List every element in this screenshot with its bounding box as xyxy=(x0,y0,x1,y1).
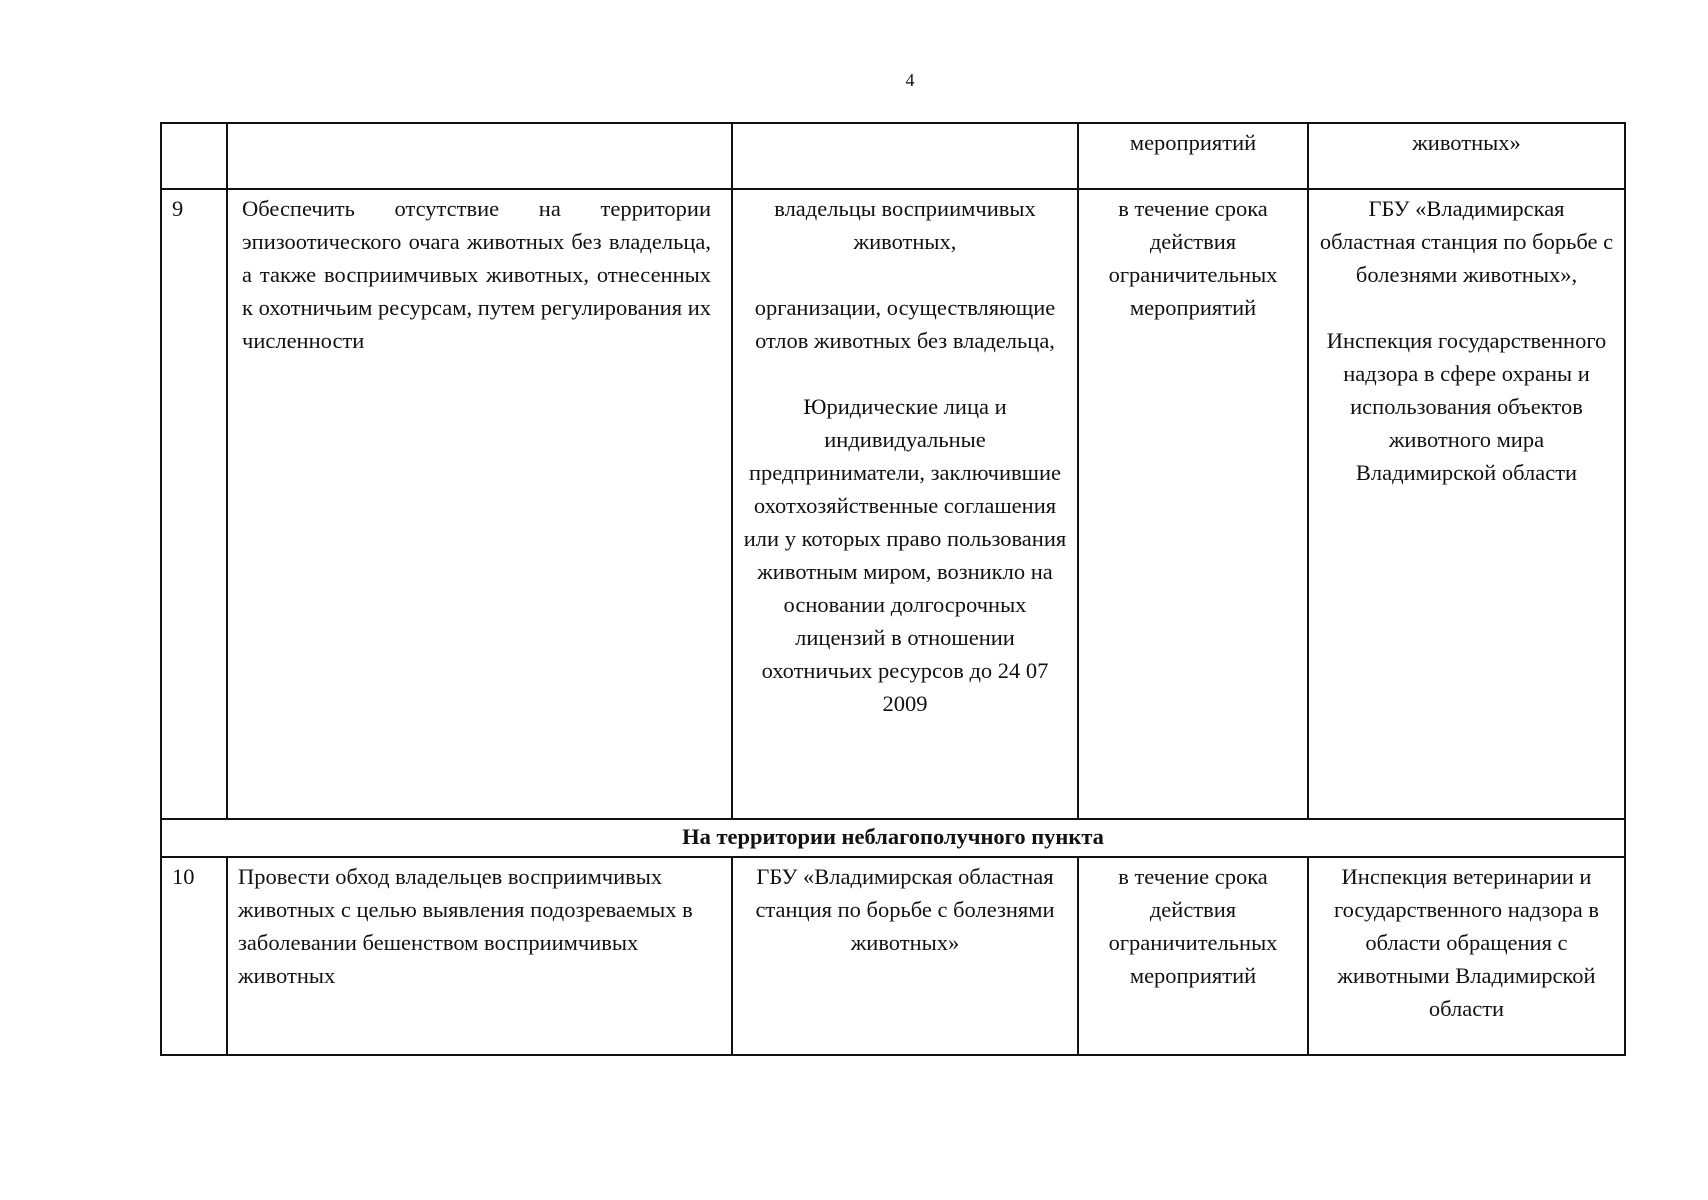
control-text: Инспекция ветеринарии и государственного надзора в области обращения с животными Владимирской области xyxy=(1308,857,1625,1055)
page-number: 4 xyxy=(905,70,915,90)
executor-owners: владельцы восприимчивых животных, xyxy=(774,196,1036,254)
table-row-9 xyxy=(161,189,1625,819)
term-text: в течение срока действия ограничительных мероприятий xyxy=(1078,189,1308,819)
cell-term-continued: мероприятий xyxy=(1078,123,1308,189)
action-text: Обеспечить отсутствие на территории эпизоотического очага животных без владельца, а также восприимчивых животных, отнесенных к охотничьим ресурсам, путем регулирования их численности xyxy=(227,189,732,819)
cell-control-continued: животных» xyxy=(1308,123,1625,189)
row-number: 10 xyxy=(161,857,227,1055)
spacer xyxy=(743,258,1067,291)
executor-legal-entities: Юридические лица и индивидуальные предприниматели, заключившие охотхозяйственные соглашения или у которых право пользования животным миром, возникло на основании долгосрочных лицензий в отношении охотничьих ресурсов до 24 07 2009 xyxy=(743,394,1067,716)
cell-executor-empty xyxy=(732,123,1078,189)
executor-trapping-orgs: организации, осуществляющие отлов животных без владельца, xyxy=(754,295,1056,353)
control-inspection: Инспекция государственного надзора в сфере охраны и использования объектов животного мира Владимирской области xyxy=(1326,328,1607,485)
table-row-10 xyxy=(161,857,1625,1055)
measures-table xyxy=(160,122,1626,1056)
row-number: 9 xyxy=(161,189,227,819)
cell-num-empty xyxy=(161,123,227,189)
executor-text: ГБУ «Владимирская областная станция по борьбе с болезнями животных» xyxy=(732,857,1078,1055)
action-text: Провести обход владельцев восприимчивых животных с целью выявления подозреваемых в заболевании бешенством восприимчивых животных xyxy=(227,857,732,1055)
term-text: в течение срока действия ограничительных мероприятий xyxy=(1078,857,1308,1055)
spacer xyxy=(743,357,1067,390)
section-title: На территории неблагополучного пункта xyxy=(161,819,1625,857)
control-cell xyxy=(1308,189,1625,819)
executors-cell xyxy=(732,189,1078,819)
control-gbu: ГБУ «Владимирская областная станция по борьбе с болезнями животных», xyxy=(1319,196,1614,287)
continuation-row xyxy=(161,123,1625,189)
section-header-row xyxy=(161,819,1625,857)
cell-action-empty xyxy=(227,123,732,189)
spacer xyxy=(1319,291,1614,324)
